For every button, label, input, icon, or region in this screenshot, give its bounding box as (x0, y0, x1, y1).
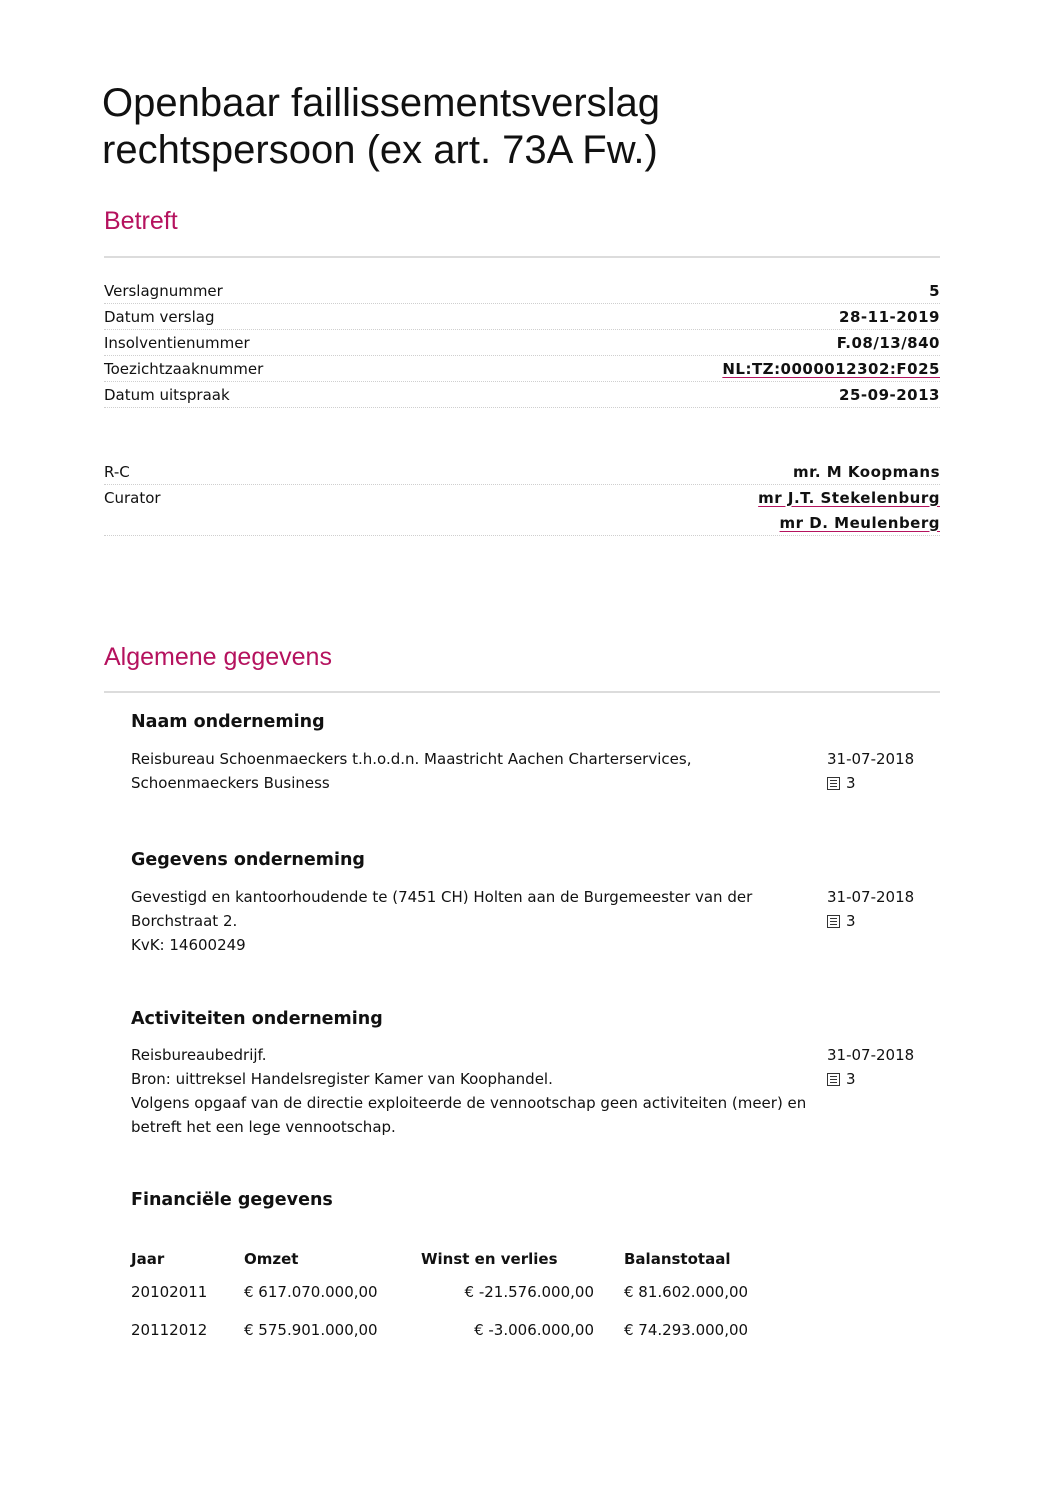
gegevens-date: 31-07-2018 (827, 888, 915, 906)
column-header: Winst en verlies (421, 1250, 558, 1268)
label-rc: R-C (104, 462, 130, 481)
algemeen-heading: Algemene gegevens (104, 643, 332, 671)
row-rc (104, 459, 940, 485)
label-verslagnummer: Verslagnummer (104, 281, 223, 300)
activiteiten-meta (827, 1043, 937, 1092)
column-header: Balanstotaal (624, 1250, 731, 1268)
row-datum-uitspraak (104, 382, 940, 408)
naam-ref-number: 3 (846, 774, 856, 793)
cell-winst: € -3.006.000,00 (474, 1321, 594, 1339)
cell-winst: € -21.576.000,00 (464, 1283, 594, 1301)
activiteiten-date: 31-07-2018 (827, 1046, 915, 1064)
persons-table (104, 459, 940, 536)
naam-text: Reisbureau Schoenmaeckers t.h.o.d.n. Maastricht Aachen Charterservices, Schoenmaeckers Business (131, 750, 692, 793)
naam-ref[interactable] (827, 771, 937, 795)
document-icon (827, 1073, 840, 1086)
activiteiten-line-3: Volgens opgaaf van de directie exploiteerde de vennootschap geen activiteiten (meer) en betreft het een lege vennootschap. (131, 1094, 807, 1137)
row-datum-verslag (104, 304, 940, 330)
gegevens-meta (827, 885, 937, 934)
cell-omzet: € 575.901.000,00 (244, 1321, 378, 1339)
value-datum-uitspraak: 25-09-2013 (839, 385, 940, 404)
gegevens-ref-number: 3 (846, 912, 856, 931)
cell-jaar: 20112012 (131, 1321, 208, 1339)
row-verslagnummer (104, 278, 940, 304)
cell-jaar: 20102011 (131, 1283, 208, 1301)
title-line-2: rechtspersoon (ex art. 73A Fw.) (102, 128, 658, 172)
cell-balanstotaal: € 74.293.000,00 (624, 1321, 749, 1339)
value-datum-verslag: 28-11-2019 (839, 307, 940, 326)
activiteiten-line-2: Bron: uittreksel Handelsregister Kamer van Koophandel. (131, 1070, 553, 1088)
table-header-row (131, 1245, 794, 1273)
document-icon (827, 777, 840, 790)
betreft-table (104, 278, 940, 408)
value-insolventienummer: F.08/13/840 (836, 333, 940, 352)
naam-meta (827, 747, 937, 796)
betreft-heading: Betreft (104, 207, 178, 235)
link-curator-1[interactable]: mr J.T. Stekelenburg (758, 488, 940, 507)
label-curator: Curator (104, 488, 161, 507)
gegevens-address: Gevestigd en kantoorhoudende te (7451 CH) Holten aan de Burgemeester van der Borchstraat 2. (131, 888, 753, 931)
label-datum-verslag: Datum verslag (104, 307, 215, 326)
financieel-heading: Financiële gegevens (131, 1190, 333, 1210)
activiteiten-ref-number: 3 (846, 1070, 856, 1089)
financieel-table (131, 1245, 794, 1349)
link-toezichtzaaknummer[interactable]: NL:TZ:0000012302:F025 (722, 359, 940, 378)
naam-heading: Naam onderneming (131, 712, 325, 732)
gegevens-ref[interactable] (827, 909, 937, 933)
gegevens-heading: Gegevens onderneming (131, 850, 365, 870)
row-curator-2 (104, 510, 940, 536)
document-icon (827, 915, 840, 928)
activiteiten-heading: Activiteiten onderneming (131, 1009, 383, 1029)
label-toezichtzaaknummer: Toezichtzaaknummer (104, 359, 264, 378)
cell-balanstotaal: € 81.602.000,00 (624, 1283, 749, 1301)
link-curator-2[interactable]: mr D. Meulenberg (779, 513, 940, 532)
cell-omzet: € 617.070.000,00 (244, 1283, 378, 1301)
value-verslagnummer: 5 (929, 281, 940, 300)
row-curator (104, 485, 940, 510)
value-rc: mr. M Koopmans (792, 462, 940, 481)
betreft-divider (104, 256, 940, 258)
activiteiten-line-1: Reisbureaubedrijf. (131, 1046, 267, 1064)
gegevens-kvk: KvK: 14600249 (131, 936, 246, 954)
column-header: Omzet (244, 1250, 299, 1268)
row-toezichtzaaknummer (104, 356, 940, 382)
activiteiten-ref[interactable] (827, 1067, 937, 1091)
label-datum-uitspraak: Datum uitspraak (104, 385, 230, 404)
title-line-1: Openbaar faillissementsverslag (102, 81, 661, 125)
row-insolventienummer (104, 330, 940, 356)
table-row (131, 1273, 794, 1311)
table-row (131, 1311, 794, 1349)
naam-date: 31-07-2018 (827, 750, 915, 768)
algemeen-divider (104, 691, 940, 693)
label-insolventienummer: Insolventienummer (104, 333, 250, 352)
column-header: Jaar (131, 1250, 165, 1268)
page-title (102, 80, 942, 174)
